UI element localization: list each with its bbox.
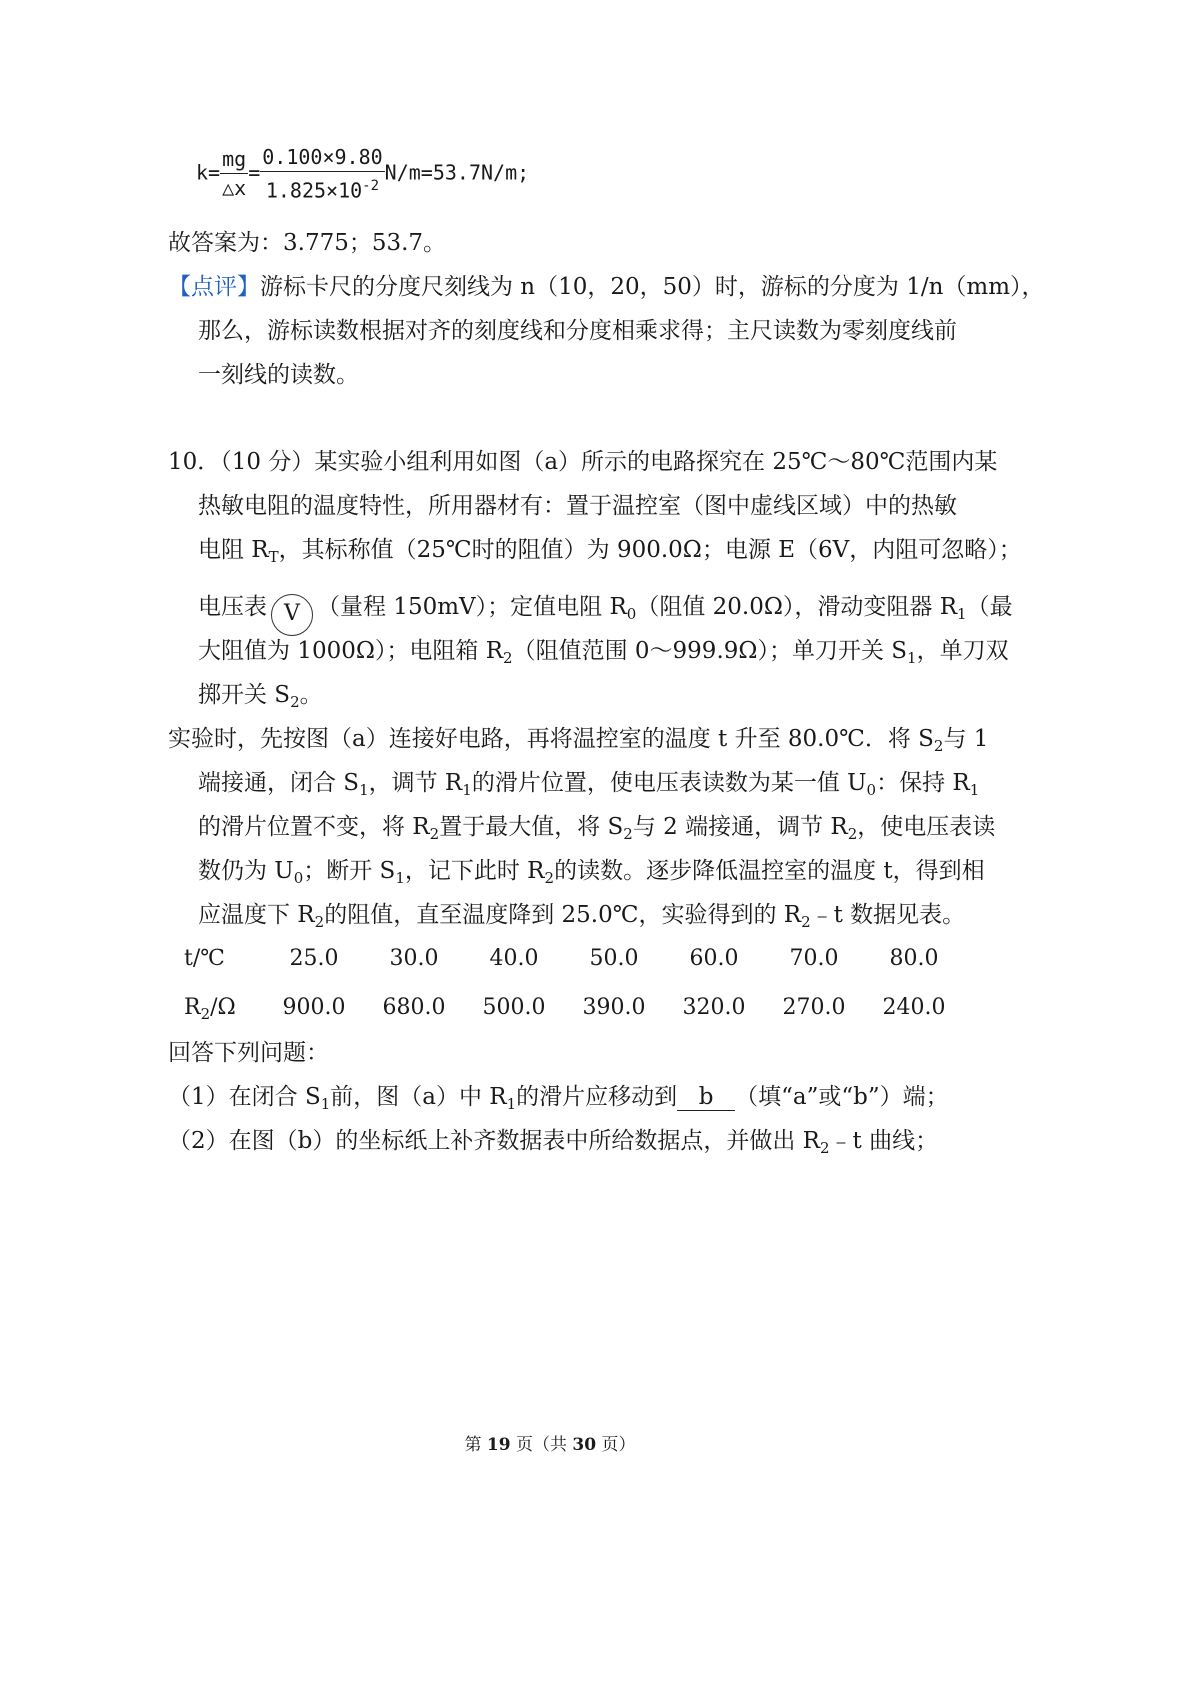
table-cell: 270.0 xyxy=(782,995,846,1020)
procedure-line-1 xyxy=(168,724,988,761)
subscript: 2 xyxy=(290,693,300,711)
fraction-numerator: mg xyxy=(220,147,248,174)
text: 的读数。逐步降低温控室的温度 t，得到相 xyxy=(554,858,985,884)
question-line-6 xyxy=(198,680,323,717)
fraction-denominator xyxy=(266,172,379,203)
text: 前，图（a）中 R xyxy=(330,1084,507,1110)
procedure-line-2 xyxy=(198,768,979,805)
text: ；断开 S xyxy=(303,858,396,884)
subscript: 1 xyxy=(395,869,405,887)
table-cell: 900.0 xyxy=(282,995,346,1020)
text: ﹣t 曲线； xyxy=(829,1128,939,1154)
text: 。 xyxy=(299,682,323,708)
table-cell: 40.0 xyxy=(489,946,539,971)
page-footer xyxy=(0,1430,1100,1455)
answer-blank: b xyxy=(677,1084,735,1111)
text: （阻值范围 0～999.9Ω）；单刀开关 S xyxy=(512,638,908,664)
question-line-1: 10．（10 分）某实验小组利用如图（a）所示的电路探究在 25℃～80℃范围内某 xyxy=(168,449,998,475)
formula-equals: = xyxy=(248,160,261,185)
table-row-temperature xyxy=(180,944,964,974)
table-cell: 320.0 xyxy=(682,995,746,1020)
answer-line: 故答案为：3.775；53.7。 xyxy=(168,230,447,256)
text: 与 1 xyxy=(943,726,989,752)
text: （1）在闭合 S xyxy=(168,1084,321,1110)
spring-constant-formula xyxy=(196,145,529,203)
denominator-base: 1.825×10 xyxy=(265,178,363,203)
text: （量程 150mV）；定值电阻 R xyxy=(317,594,627,620)
table-cell: 30.0 xyxy=(389,946,439,971)
text: /Ω xyxy=(210,995,236,1020)
voltmeter-icon: V xyxy=(271,594,313,636)
comment-text: 游标卡尺的分度尺刻线为 n（10，20，50）时，游标的分度为 1/n（mm）， xyxy=(260,274,1045,300)
subquestion-2 xyxy=(168,1126,938,1163)
subscript: 0 xyxy=(293,869,304,887)
text: 电阻 R xyxy=(198,537,269,563)
comment-line-3: 一刻线的读数。 xyxy=(198,362,359,388)
text: 的滑片位置，使电压表读数为某一值 U xyxy=(471,770,867,796)
answer-intro: 回答下列问题： xyxy=(168,1040,329,1066)
text: （阻值 20.0Ω），滑动变阻器 R xyxy=(636,594,958,620)
text: R xyxy=(184,995,201,1020)
text: （填“a”或“b”）端； xyxy=(735,1084,949,1110)
text: （2）在图（b）的坐标纸上补齐数据表中所给数据点，并做出 R xyxy=(168,1128,820,1154)
subscript: 2 xyxy=(801,913,811,931)
text: 置于最大值，将 S xyxy=(439,814,624,840)
procedure-line-5 xyxy=(198,900,965,937)
fraction-mg-over-dx xyxy=(220,147,248,200)
subscript: 2 xyxy=(623,825,633,843)
fraction-values xyxy=(260,145,384,203)
subscript: 1 xyxy=(359,781,369,799)
text: 的滑片应移动到 xyxy=(516,1084,678,1110)
text: 应温度下 R xyxy=(198,902,315,928)
table-label-t: t/℃ xyxy=(184,946,225,971)
table-cell: 390.0 xyxy=(582,995,646,1020)
subscript: 2 xyxy=(200,1005,211,1023)
question-line-3 xyxy=(198,535,1022,572)
table-cell: 60.0 xyxy=(689,946,739,971)
subscript: 1 xyxy=(506,1095,517,1113)
subscript: 1 xyxy=(462,781,472,799)
text: 第 xyxy=(464,1435,487,1455)
comment-line-1 xyxy=(168,272,1045,302)
table-row-resistance xyxy=(180,993,964,1029)
page-number: 19 xyxy=(486,1435,511,1455)
subscript: 1 xyxy=(907,649,917,667)
text: 电压表 xyxy=(198,594,267,620)
table-label-r2 xyxy=(180,993,264,1029)
denominator-exponent: -2 xyxy=(362,178,380,194)
subscript: 2 xyxy=(429,825,440,843)
text: 的阻值，直至温度降到 25.0℃，实验得到的 R xyxy=(324,902,802,928)
procedure-line-4 xyxy=(198,856,985,893)
procedure-line-3 xyxy=(198,812,995,849)
table-cell: 80.0 xyxy=(889,946,939,971)
text: ﹣t 数据见表。 xyxy=(810,902,966,928)
formula-lhs: k= xyxy=(196,160,221,185)
text: ，使电压表读 xyxy=(857,814,996,840)
subscript: 2 xyxy=(544,869,555,887)
comment-line-2: 那么，游标读数根据对齐的刻度线和分度相乘求得；主尺读数为零刻度线前 xyxy=(198,318,957,344)
fraction-numerator: 0.100×9.80 xyxy=(260,145,384,172)
text: 数仍为 U xyxy=(198,858,294,884)
subscript: 0 xyxy=(626,605,637,623)
subscript: 2 xyxy=(503,649,513,667)
question-line-2: 热敏电阻的温度特性，所用器材有：置于温控室（图中虚线区域）中的热敏 xyxy=(198,493,957,519)
text: 页） xyxy=(596,1435,636,1455)
page-total: 30 xyxy=(572,1435,597,1455)
text: 与 2 端接通，调节 R xyxy=(632,814,848,840)
subscript: 2 xyxy=(933,737,944,755)
text: 的滑片位置不变，将 R xyxy=(198,814,430,840)
subscript: 0 xyxy=(866,781,877,799)
text: ，调节 R xyxy=(368,770,463,796)
subscript: 1 xyxy=(957,605,967,623)
text: （最 xyxy=(966,594,1013,620)
subscript: 2 xyxy=(820,1139,830,1157)
subscript: 1 xyxy=(320,1095,331,1113)
table-cell: 50.0 xyxy=(589,946,639,971)
subscript: T xyxy=(268,548,279,566)
comment-tag: 【点评】 xyxy=(168,274,260,300)
subscript: 2 xyxy=(847,825,858,843)
subscript: 2 xyxy=(314,913,325,931)
text: 页（共 xyxy=(510,1435,573,1455)
text: 大阻值为 1000Ω）；电阻箱 R xyxy=(198,638,504,664)
text: ：保持 R xyxy=(876,770,970,796)
table-cell: 70.0 xyxy=(789,946,839,971)
question-line-5 xyxy=(198,636,1009,673)
text: 掷开关 S xyxy=(198,682,291,708)
subquestion-1 xyxy=(168,1082,949,1119)
fraction-denominator: △x xyxy=(222,176,247,201)
table-cell: 240.0 xyxy=(882,995,946,1020)
text: 端接通，闭合 S xyxy=(198,770,360,796)
text: ，记下此时 R xyxy=(404,858,545,884)
table-cell: 500.0 xyxy=(482,995,546,1020)
table-cell: 680.0 xyxy=(382,995,446,1020)
text: ，其标称值（25℃时的阻值）为 900.0Ω；电源 E（6V，内阻可忽略）； xyxy=(278,537,1022,563)
formula-rhs: N/m=53.7N/m; xyxy=(384,160,530,185)
text: 实验时，先按图（a）连接好电路，再将温控室的温度 t 升至 80.0℃．将 S xyxy=(168,726,934,752)
question-line-4 xyxy=(198,592,1013,636)
table-cell: 25.0 xyxy=(289,946,339,971)
subscript: 1 xyxy=(969,781,980,799)
text: ，单刀双 xyxy=(916,638,1009,664)
